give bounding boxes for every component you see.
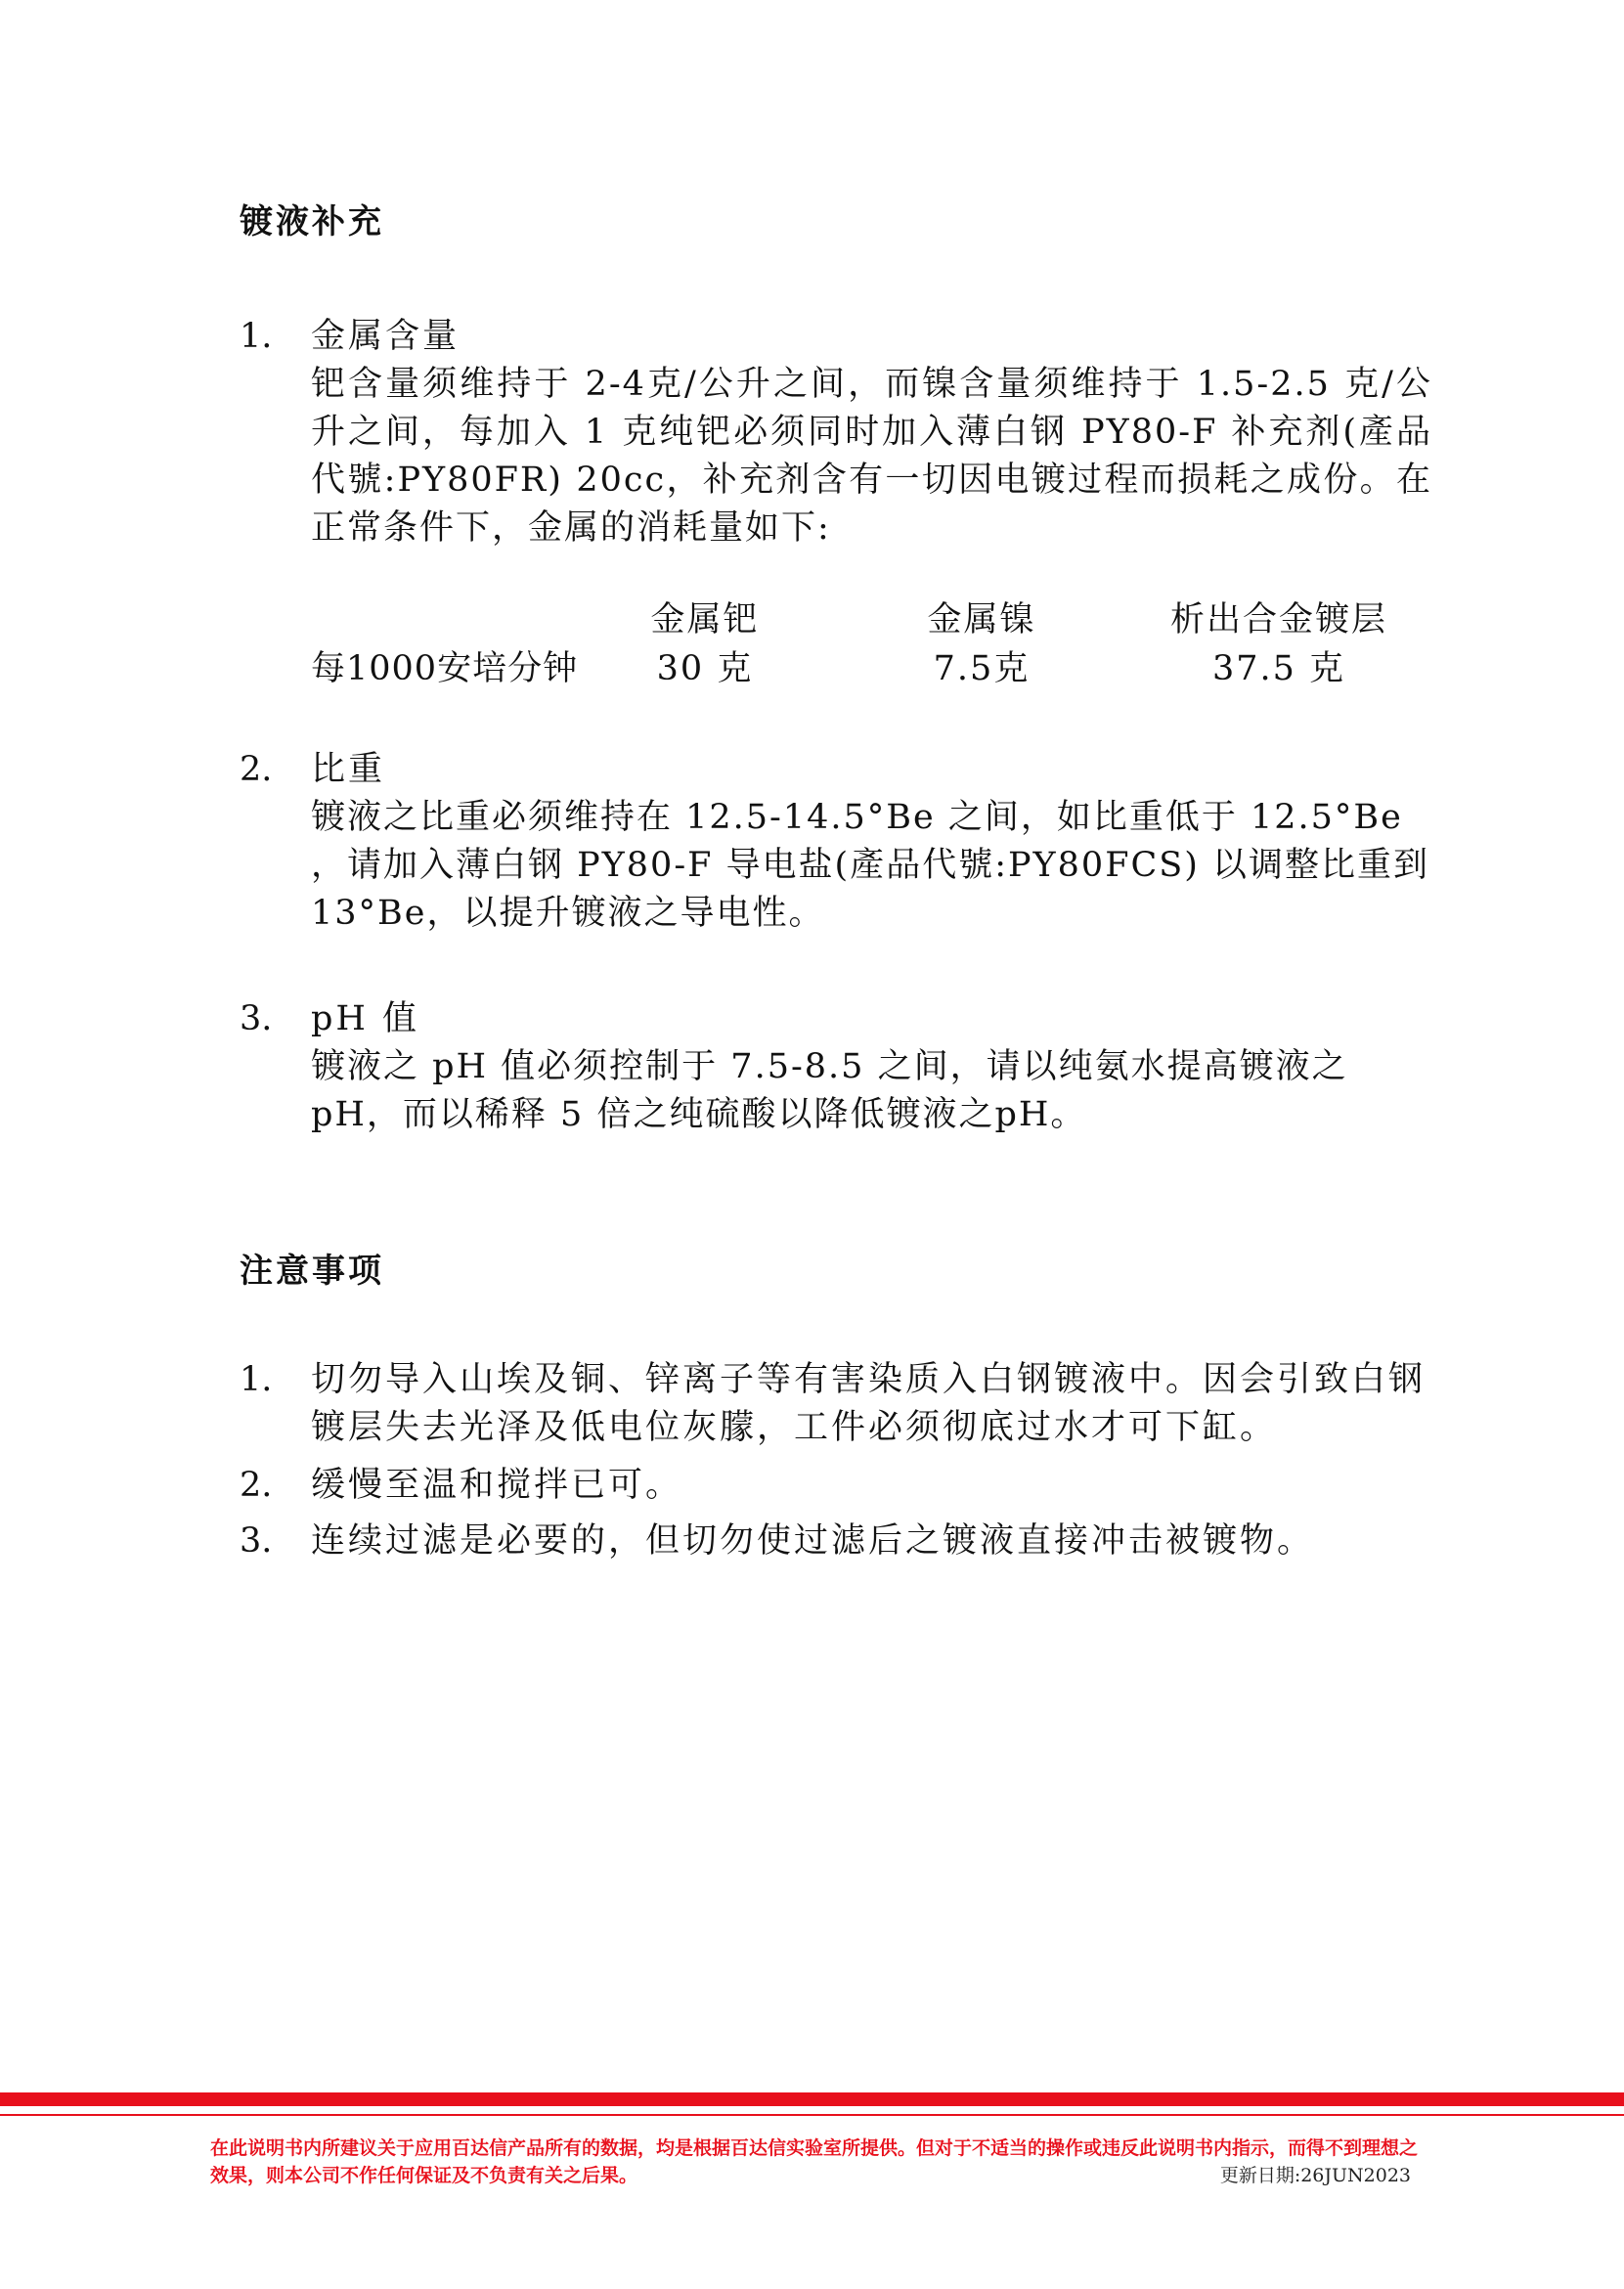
note-text: 连续过滤是必要的，但切勿使过滤后之镀液直接冲击被镀物。 — [311, 1521, 1315, 1561]
notes-list — [240, 1356, 1432, 1565]
table-value-palladium: 30 克 — [656, 649, 754, 688]
note-number: 2. — [240, 1466, 273, 1505]
table-header-alloy: 析出合金镀层 — [1169, 600, 1387, 639]
note-item — [240, 1518, 1432, 1565]
note-text: 缓慢至温和搅拌已可。 — [311, 1466, 683, 1505]
note-text: 切勿导入山埃及铜、锌离子等有害染质入白钢镀液中。因会引致白钢镀层失去光泽及低电位灰朦，工件必须彻底过水才可下缸。 — [311, 1360, 1426, 1447]
replenish-item-specific-gravity — [240, 746, 1432, 938]
replenish-item-ph — [240, 995, 1432, 1139]
body-line: 13°Be，以提升镀液之导电性。 — [311, 894, 825, 933]
table-value-nickel: 7.5克 — [933, 649, 1031, 688]
note-number: 3. — [240, 1521, 273, 1561]
item-title: 金属含量 — [311, 317, 461, 356]
item-body — [311, 794, 1432, 938]
section-heading-notes: 注意事项 — [240, 1252, 384, 1291]
note-number: 1. — [240, 1360, 273, 1399]
consumption-table — [311, 593, 1426, 700]
footer-red-bar — [0, 2092, 1624, 2106]
note-item — [240, 1356, 1432, 1452]
table-value-alloy: 37.5 克 — [1211, 649, 1346, 688]
item-number: 2. — [240, 750, 273, 789]
item-title: pH 值 — [311, 999, 420, 1038]
item-body: 钯含量须维持于 2-4克/公升之间，而镍含量须维持于 1.5-2.5 克/公升之间，每加入 1 克纯钯必须同时加入薄白钢 PY80-F 补充剂(產品代號:PY80FR) 20cc，补充剂含有一切因电镀过程而损耗之成份。在正常条件下，金属的消耗量如下: — [311, 365, 1432, 548]
footer-updated-date: 更新日期:26JUN2023 — [1219, 2165, 1411, 2186]
item-title: 比重 — [311, 750, 386, 789]
table-header-palladium: 金属钯 — [650, 600, 760, 639]
body-line: 镀液之 pH 值必须控制于 7.5-8.5 之间，请以纯氨水提高镀液之 — [311, 1047, 1348, 1086]
item-body — [311, 1043, 1432, 1139]
replenish-item-metal-content — [240, 313, 1432, 552]
note-item — [240, 1462, 1432, 1510]
table-row-label: 每1000安培分钟 — [311, 649, 579, 688]
table-header-nickel: 金属镍 — [927, 600, 1036, 639]
body-line: 镀液之比重必须维持在 12.5-14.5°Be 之间，如比重低于 12.5°Be — [311, 798, 1403, 837]
body-line: ，请加入薄白钢 PY80-F 导电盐(產品代號:PY80FCS) 以调整比重到 — [311, 846, 1430, 885]
footer-disclaimer: 在此说明书内所建议关于应用百达信产品所有的数据，均是根据百达信实验室所提供。但对于不适当的操作或违反此说明书内指示，而得不到理想之效果，则本公司不作任何保证及不负责有关之后果。 — [210, 2137, 1419, 2186]
footer-red-line — [0, 2114, 1624, 2116]
section-heading-replenish: 镀液补充 — [240, 202, 384, 242]
item-number: 1. — [240, 317, 273, 356]
body-line: pH，而以稀释 5 倍之纯硫酸以降低镀液之pH。 — [311, 1095, 1087, 1134]
item-number: 3. — [240, 999, 273, 1038]
